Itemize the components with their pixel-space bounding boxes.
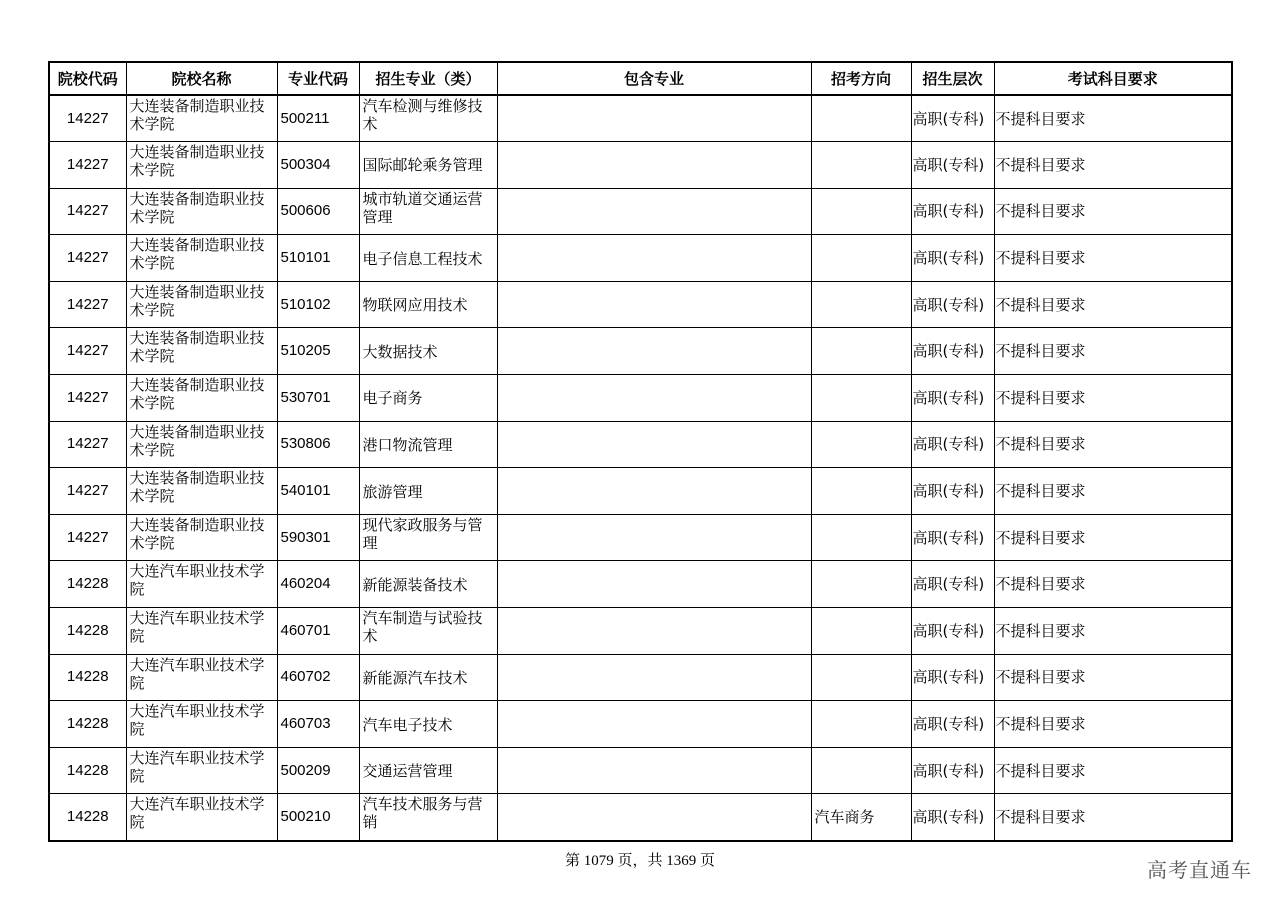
cell-major-code: 500209 — [277, 747, 359, 794]
cell-requirement: 不提科目要求 — [994, 654, 1232, 701]
cell-included — [497, 421, 811, 468]
table-row — [49, 328, 1232, 375]
cell-school-code: 14227 — [49, 235, 126, 282]
header-major-code: 专业代码 — [277, 62, 359, 95]
cell-school-code: 14227 — [49, 328, 126, 375]
table-row — [49, 421, 1232, 468]
cell-major: 汽车检测与维修技术 — [359, 95, 497, 142]
cell-level: 高职(专科) — [911, 514, 994, 561]
cell-school-name: 大连汽车职业技术学院 — [126, 561, 277, 608]
cell-major: 港口物流管理 — [359, 421, 497, 468]
table-row — [49, 608, 1232, 655]
cell-direction: 汽车商务 — [811, 794, 911, 841]
cell-requirement: 不提科目要求 — [994, 188, 1232, 235]
page-number: 第 1079 页，共 1369 页 — [564, 853, 715, 869]
cell-level: 高职(专科) — [911, 561, 994, 608]
cell-included — [497, 561, 811, 608]
header-school-name: 院校名称 — [126, 62, 277, 95]
cell-direction — [811, 514, 911, 561]
cell-major: 电子商务 — [359, 375, 497, 422]
cell-major-code: 500210 — [277, 794, 359, 841]
cell-school-name: 大连装备制造职业技术学院 — [126, 281, 277, 328]
cell-requirement: 不提科目要求 — [994, 468, 1232, 515]
cell-major-code: 540101 — [277, 468, 359, 515]
cell-level: 高职(专科) — [911, 747, 994, 794]
cell-included — [497, 514, 811, 561]
cell-major: 汽车制造与试验技术 — [359, 608, 497, 655]
cell-direction — [811, 421, 911, 468]
cell-school-name: 大连汽车职业技术学院 — [126, 747, 277, 794]
cell-level: 高职(专科) — [911, 95, 994, 142]
cell-direction — [811, 95, 911, 142]
cell-included — [497, 142, 811, 189]
cell-school-name: 大连装备制造职业技术学院 — [126, 142, 277, 189]
cell-major: 现代家政服务与管理 — [359, 514, 497, 561]
cell-level: 高职(专科) — [911, 468, 994, 515]
cell-requirement: 不提科目要求 — [994, 328, 1232, 375]
table-row — [49, 95, 1232, 142]
cell-major-code: 460702 — [277, 654, 359, 701]
cell-major-code: 460703 — [277, 701, 359, 748]
cell-included — [497, 235, 811, 282]
cell-major: 汽车技术服务与营销 — [359, 794, 497, 841]
cell-included — [497, 701, 811, 748]
header-level: 招生层次 — [911, 62, 994, 95]
cell-requirement: 不提科目要求 — [994, 235, 1232, 282]
cell-major: 汽车电子技术 — [359, 701, 497, 748]
cell-school-code: 14228 — [49, 747, 126, 794]
cell-direction — [811, 142, 911, 189]
cell-included — [497, 188, 811, 235]
cell-school-code: 14228 — [49, 794, 126, 841]
cell-major-code: 510205 — [277, 328, 359, 375]
cell-included — [497, 608, 811, 655]
table-row — [49, 794, 1232, 841]
header-direction: 招考方向 — [811, 62, 911, 95]
cell-requirement: 不提科目要求 — [994, 747, 1232, 794]
cell-level: 高职(专科) — [911, 375, 994, 422]
admissions-table — [48, 61, 1233, 842]
table-row — [49, 375, 1232, 422]
cell-school-name: 大连装备制造职业技术学院 — [126, 188, 277, 235]
cell-school-code: 14228 — [49, 654, 126, 701]
cell-school-code: 14227 — [49, 281, 126, 328]
cell-major: 国际邮轮乘务管理 — [359, 142, 497, 189]
cell-major-code: 500304 — [277, 142, 359, 189]
cell-major: 大数据技术 — [359, 328, 497, 375]
cell-school-name: 大连汽车职业技术学院 — [126, 608, 277, 655]
table-row — [49, 654, 1232, 701]
table-row — [49, 142, 1232, 189]
cell-requirement: 不提科目要求 — [994, 375, 1232, 422]
cell-level: 高职(专科) — [911, 328, 994, 375]
cell-school-code: 14227 — [49, 514, 126, 561]
cell-level: 高职(专科) — [911, 794, 994, 841]
cell-level: 高职(专科) — [911, 142, 994, 189]
cell-major: 电子信息工程技术 — [359, 235, 497, 282]
cell-school-name: 大连装备制造职业技术学院 — [126, 95, 277, 142]
cell-included — [497, 328, 811, 375]
cell-direction — [811, 188, 911, 235]
header-requirement: 考试科目要求 — [994, 62, 1232, 95]
cell-school-name: 大连装备制造职业技术学院 — [126, 514, 277, 561]
cell-direction — [811, 608, 911, 655]
cell-school-code: 14228 — [49, 701, 126, 748]
cell-school-code: 14227 — [49, 375, 126, 422]
cell-direction — [811, 701, 911, 748]
cell-school-code: 14227 — [49, 188, 126, 235]
cell-major-code: 460204 — [277, 561, 359, 608]
cell-school-code: 14227 — [49, 142, 126, 189]
cell-major: 新能源汽车技术 — [359, 654, 497, 701]
cell-level: 高职(专科) — [911, 654, 994, 701]
cell-requirement: 不提科目要求 — [994, 514, 1232, 561]
header-row — [49, 62, 1232, 95]
cell-level: 高职(专科) — [911, 235, 994, 282]
cell-included — [497, 747, 811, 794]
table-body — [49, 95, 1232, 841]
cell-major: 物联网应用技术 — [359, 281, 497, 328]
cell-major-code: 530701 — [277, 375, 359, 422]
cell-school-name: 大连装备制造职业技术学院 — [126, 328, 277, 375]
table-row — [49, 188, 1232, 235]
cell-level: 高职(专科) — [911, 701, 994, 748]
cell-included — [497, 375, 811, 422]
table-row — [49, 561, 1232, 608]
cell-direction — [811, 561, 911, 608]
cell-school-name: 大连汽车职业技术学院 — [126, 794, 277, 841]
cell-school-name: 大连汽车职业技术学院 — [126, 654, 277, 701]
cell-requirement: 不提科目要求 — [994, 95, 1232, 142]
header-major: 招生专业（类） — [359, 62, 497, 95]
cell-major: 交通运营管理 — [359, 747, 497, 794]
cell-major-code: 510101 — [277, 235, 359, 282]
table-row — [49, 514, 1232, 561]
cell-requirement: 不提科目要求 — [994, 608, 1232, 655]
cell-level: 高职(专科) — [911, 188, 994, 235]
cell-requirement: 不提科目要求 — [994, 281, 1232, 328]
cell-requirement: 不提科目要求 — [994, 701, 1232, 748]
cell-school-name: 大连装备制造职业技术学院 — [126, 421, 277, 468]
table-row — [49, 468, 1232, 515]
cell-level: 高职(专科) — [911, 608, 994, 655]
cell-direction — [811, 468, 911, 515]
header-school-code: 院校代码 — [49, 62, 126, 95]
cell-requirement: 不提科目要求 — [994, 421, 1232, 468]
cell-direction — [811, 328, 911, 375]
cell-level: 高职(专科) — [911, 281, 994, 328]
cell-direction — [811, 281, 911, 328]
table-row — [49, 235, 1232, 282]
cell-major: 旅游管理 — [359, 468, 497, 515]
cell-major-code: 510102 — [277, 281, 359, 328]
watermark-logo: 高考直通车 — [1147, 858, 1252, 882]
cell-school-name: 大连装备制造职业技术学院 — [126, 375, 277, 422]
cell-included — [497, 95, 811, 142]
cell-included — [497, 468, 811, 515]
cell-direction — [811, 375, 911, 422]
cell-major-code: 460701 — [277, 608, 359, 655]
cell-major: 新能源装备技术 — [359, 561, 497, 608]
cell-school-name: 大连装备制造职业技术学院 — [126, 235, 277, 282]
cell-major-code: 500606 — [277, 188, 359, 235]
cell-direction — [811, 747, 911, 794]
cell-school-code: 14228 — [49, 608, 126, 655]
cell-school-code: 14228 — [49, 561, 126, 608]
cell-school-name: 大连装备制造职业技术学院 — [126, 468, 277, 515]
cell-included — [497, 281, 811, 328]
cell-major-code: 590301 — [277, 514, 359, 561]
cell-major-code: 500211 — [277, 95, 359, 142]
cell-school-name: 大连汽车职业技术学院 — [126, 701, 277, 748]
cell-included — [497, 654, 811, 701]
table-row — [49, 701, 1232, 748]
cell-school-code: 14227 — [49, 468, 126, 515]
cell-requirement: 不提科目要求 — [994, 794, 1232, 841]
cell-requirement: 不提科目要求 — [994, 561, 1232, 608]
cell-school-code: 14227 — [49, 95, 126, 142]
cell-level: 高职(专科) — [911, 421, 994, 468]
cell-direction — [811, 235, 911, 282]
header-included: 包含专业 — [497, 62, 811, 95]
cell-included — [497, 794, 811, 841]
cell-major-code: 530806 — [277, 421, 359, 468]
cell-major: 城市轨道交通运营管理 — [359, 188, 497, 235]
table-row — [49, 281, 1232, 328]
cell-direction — [811, 654, 911, 701]
cell-school-code: 14227 — [49, 421, 126, 468]
table-row — [49, 747, 1232, 794]
cell-requirement: 不提科目要求 — [994, 142, 1232, 189]
